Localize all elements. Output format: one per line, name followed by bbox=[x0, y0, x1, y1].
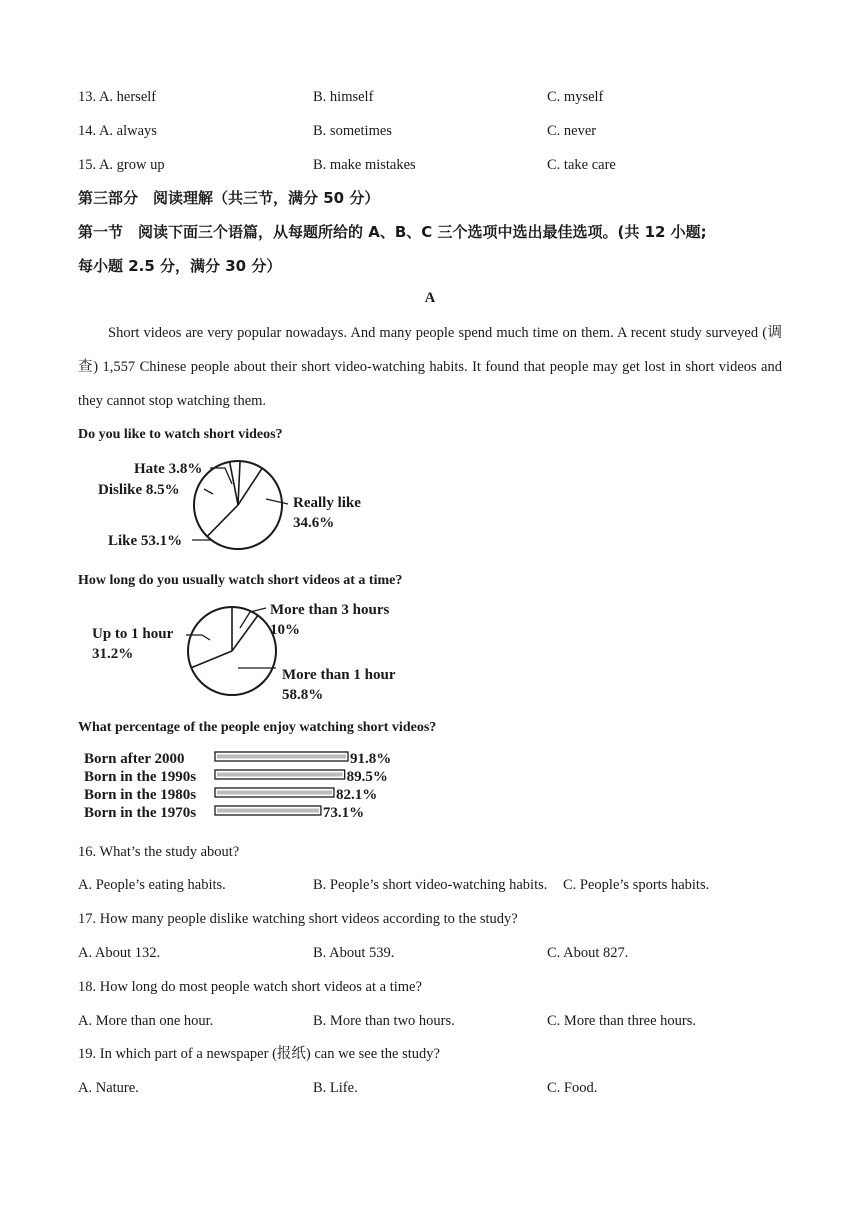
q13-option-c: C. myself bbox=[547, 89, 604, 105]
chart2-label-more-1h-pct: 58.8% bbox=[282, 687, 324, 703]
chart2-label-up-to-1h-pct: 31.2% bbox=[92, 646, 134, 662]
section1-instructions-line1: 第一节 阅读下面三个语篇，从每题所给的 A、B、C 三个选项中选出最佳选项。(共 12 小题; bbox=[78, 223, 707, 241]
chart1-label-like: Like 53.1% bbox=[108, 533, 183, 549]
q18-stem: 18. How long do most people watch short videos at a time? bbox=[78, 979, 422, 995]
q19-option-c: C. Food. bbox=[547, 1080, 598, 1096]
pie-slice-up-to-1-hour bbox=[191, 651, 232, 668]
q15-option-c: C. take care bbox=[547, 157, 616, 173]
chart2-pie bbox=[90, 598, 420, 708]
bar-value-label: 91.8% bbox=[350, 751, 392, 767]
section1-instructions-line2: 每小题 2.5 分，满分 30 分） bbox=[78, 257, 282, 275]
chart2-label-up-to-1h: Up to 1 hour bbox=[92, 626, 174, 642]
pie-slice-hate bbox=[230, 462, 238, 505]
chart2-label-more-3h-pct: 10% bbox=[270, 622, 300, 638]
pie-slice-like bbox=[238, 468, 262, 505]
q17-option-b: B. About 539. bbox=[313, 945, 395, 961]
q18-option-b: B. More than two hours. bbox=[313, 1013, 455, 1029]
q16-stem: 16. What’s the study about? bbox=[78, 844, 240, 860]
chart3-bar bbox=[84, 746, 414, 826]
passage-intro: Short videos are very popular nowadays. And many people spend much time on them. A recent study surveyed (调查) 1,557 Chinese people about their short video-watching habits. It found that people may get lost in short videos and they cannot stop watching them. bbox=[78, 325, 782, 409]
bar-category-label: Born in the 1980s bbox=[84, 787, 197, 803]
chart3-title: What percentage of the people enjoy watching short videos? bbox=[78, 720, 437, 735]
chart2-title: How long do you usually watch short videos at a time? bbox=[78, 573, 403, 588]
chart1-label-dislike: Dislike 8.5% bbox=[98, 482, 180, 498]
bar-fill bbox=[217, 755, 346, 759]
bar-value-label: 89.5% bbox=[346, 769, 388, 785]
q16-option-c: C. People’s sports habits. bbox=[563, 877, 710, 893]
q14-option-b: B. sometimes bbox=[313, 123, 392, 139]
pie-slice-dislike bbox=[238, 461, 240, 505]
q19-option-b: B. Life. bbox=[313, 1080, 358, 1096]
bar-value-label: 73.1% bbox=[322, 805, 365, 821]
q15-option-b: B. make mistakes bbox=[313, 157, 416, 173]
chart2-label-more-1h: More than 1 hour bbox=[282, 667, 396, 683]
q19-option-a: A. Nature. bbox=[78, 1080, 139, 1096]
chart1-title: Do you like to watch short videos? bbox=[78, 427, 283, 442]
part3-title: 第三部分 阅读理解（共三节，满分 50 分） bbox=[78, 189, 380, 207]
q17-stem: 17. How many people dislike watching short videos according to the study? bbox=[78, 911, 518, 927]
q13-option-a: 13. A. herself bbox=[78, 89, 157, 105]
chart2-label-more-3h: More than 3 hours bbox=[270, 602, 390, 618]
q19-stem: 19. In which part of a newspaper (报纸) can we see the study? bbox=[78, 1046, 440, 1062]
bar-value-label: 82.1% bbox=[335, 787, 378, 803]
q17-option-c: C. About 827. bbox=[547, 945, 629, 961]
q16-option-b: B. People’s short video-watching habits. bbox=[313, 877, 548, 893]
q18-option-a: A. More than one hour. bbox=[78, 1013, 214, 1029]
chart1-label-really-like: Really like bbox=[293, 495, 361, 511]
q17-option-a: A. About 132. bbox=[78, 945, 161, 961]
q15-option-a: 15. A. grow up bbox=[78, 157, 165, 173]
q13-option-b: B. himself bbox=[313, 89, 374, 105]
chart1-pie bbox=[90, 452, 390, 562]
chart1-label-really-like-pct: 34.6% bbox=[293, 515, 335, 531]
bar-category-label: Born in the 1970s bbox=[84, 805, 197, 821]
bar-fill bbox=[217, 791, 332, 795]
bar-fill bbox=[217, 809, 319, 813]
bar-category-label: Born in the 1990s bbox=[84, 769, 197, 785]
chart1-label-hate: Hate 3.8% bbox=[134, 461, 203, 477]
bar-fill bbox=[217, 773, 343, 777]
q14-option-a: 14. A. always bbox=[78, 123, 157, 139]
q18-option-c: C. More than three hours. bbox=[547, 1013, 696, 1029]
q14-option-c: C. never bbox=[547, 123, 597, 139]
bar-category-label: Born after 2000 bbox=[84, 751, 185, 767]
q16-option-a: A. People’s eating habits. bbox=[78, 877, 226, 893]
pie-slice-really-like bbox=[207, 505, 238, 536]
passage-label: A bbox=[424, 290, 436, 306]
